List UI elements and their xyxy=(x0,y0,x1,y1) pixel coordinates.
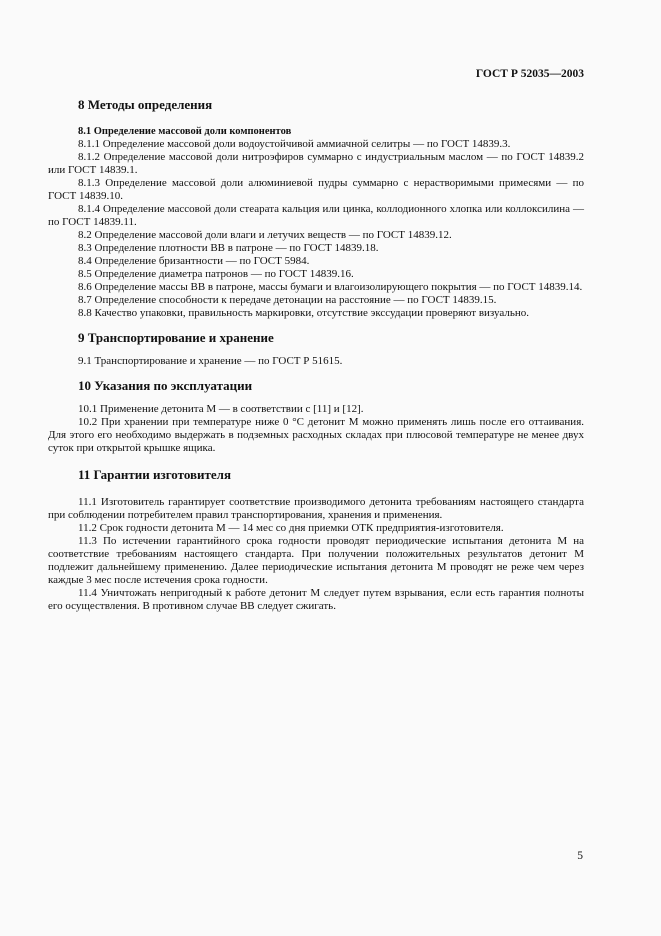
paragraph: 8.1.2 Определение массовой доли нитроэфиров суммарно с индустриальным маслом — по ГОСТ 14839.2 или ГОСТ 14839.1. xyxy=(48,151,584,176)
page-number: 5 xyxy=(577,850,583,862)
document-body xyxy=(48,94,584,613)
section-11-heading: 11 Гарантии изготовителя xyxy=(78,467,232,482)
section-9-heading: 9 Транспортирование и хранение xyxy=(78,330,274,345)
section-8-1-subheading: 8.1 Определение массовой доли компонентов xyxy=(78,126,292,137)
section-8-heading: 8 Методы определения xyxy=(78,97,213,112)
paragraph: 8.1.1 Определение массовой доли водоустойчивой аммиачной селитры — по ГОСТ 14839.3. xyxy=(78,138,511,150)
paragraph: 8.5 Определение диаметра патронов — по ГОСТ 14839.16. xyxy=(78,268,354,280)
paragraph: 8.6 Определение массы ВВ в патроне, массы бумаги и влагоизолирующего покрытия — по ГОСТ 14839.14. xyxy=(78,281,583,293)
section-10-heading: 10 Указания по эксплуатации xyxy=(78,378,253,393)
paragraph: 11.3 По истечении гарантийного срока годности проводят периодические испытания детонита М на соответствие требованиям настоящего стандарта. При получении положительных результатов детонит М подлежит дальнейшему применению. Далее периодические испытания детонита М проводят не реже чем через каждые 3 мес после истечения срока годности. xyxy=(48,535,584,586)
paragraph: 10.2 При хранении при температуре ниже 0 °С детонит М можно применять лишь после его оттаивания. Для этого его необходимо выдержать в подземных расходных складах при плюсовой температуре не менее двух суток при открытой крышке ящика. xyxy=(48,416,584,454)
paragraph: 11.4 Уничтожать непригодный к работе детонит М следует путем взрывания, если есть гарантия полноты его осуществления. В противном случае ВВ следует сжигать. xyxy=(48,587,584,612)
paragraph: 11.2 Срок годности детонита М — 14 мес со дня приемки ОТК предприятия-изготовителя. xyxy=(78,522,504,534)
paragraph: 8.3 Определение плотности ВВ в патроне — по ГОСТ 14839.18. xyxy=(78,242,379,254)
paragraph: 11.1 Изготовитель гарантирует соответствие производимого детонита требованиям настоящего стандарта при соблюдении потребителем правил транспортирования, хранения и применения. xyxy=(48,496,584,521)
paragraph: 9.1 Транспортирование и хранение — по ГОСТ Р 51615. xyxy=(78,355,343,367)
paragraph: 8.2 Определение массовой доли влаги и летучих веществ — по ГОСТ 14839.12. xyxy=(78,229,452,241)
paragraph: 10.1 Применение детонита М — в соответствии с [11] и [12]. xyxy=(78,403,364,415)
paragraph: 8.1.4 Определение массовой доли стеарата кальция или цинка, коллодионного хлопка или коллоксилина — по ГОСТ 14839.11. xyxy=(48,203,584,228)
document-id-header: ГОСТ Р 52035—2003 xyxy=(475,68,584,80)
paragraph: 8.4 Определение бризантности — по ГОСТ 5984. xyxy=(78,255,310,267)
paragraph: 8.1.3 Определение массовой доли алюминиевой пудры суммарно с нерастворимыми примесями — по ГОСТ 14839.10. xyxy=(48,177,584,202)
paragraph: 8.8 Качество упаковки, правильность маркировки, отсутствие экссудации проверяют визуально. xyxy=(78,307,529,319)
paragraph: 8.7 Определение способности к передаче детонации на расстояние — по ГОСТ 14839.15. xyxy=(78,294,497,306)
